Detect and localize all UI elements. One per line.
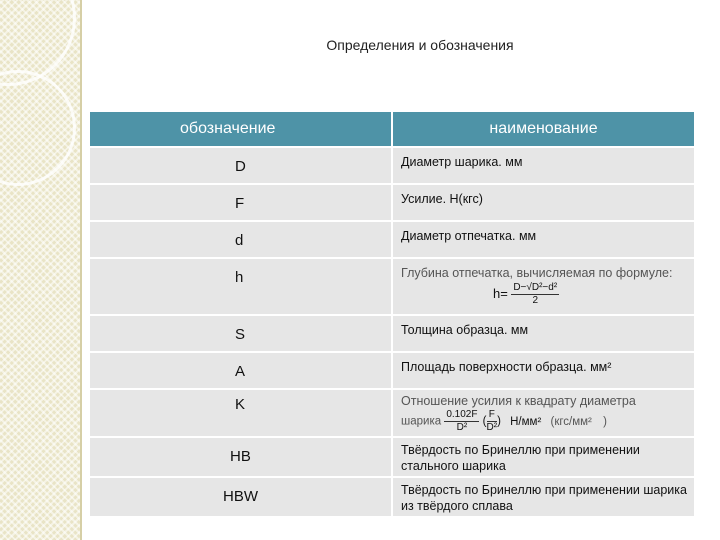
ratio-formula: шарика $\frac{0.102F}{\text{D²}}$ ( $\frac{F}{\text{D²}}$ ) Н/мм² (кгс/мм² ) xyxy=(401,409,607,433)
formula-inner-denominator: D² xyxy=(486,422,498,433)
description-cell: Твёрдость по Бринеллю при применении шарика из твёрдого сплава xyxy=(392,477,695,517)
symbol-cell: F xyxy=(89,184,392,221)
table-row xyxy=(89,184,695,221)
depth-formula xyxy=(401,282,694,307)
formula-denominator: D² xyxy=(456,422,468,433)
decorative-ring xyxy=(0,0,76,86)
description-cell: Площадь поверхности образца. мм² xyxy=(392,352,695,389)
header-symbol: обозначение xyxy=(89,111,392,147)
description-cell: Толщина образца. мм xyxy=(392,315,695,352)
formula-caption: Отношение усилия к квадрату диаметра xyxy=(401,394,636,408)
symbol-cell: A xyxy=(89,352,392,389)
symbol-cell: D xyxy=(89,147,392,184)
table-row xyxy=(89,258,695,315)
symbol-cell: HB xyxy=(89,437,392,477)
description-cell: Диаметр отпечатка. мм xyxy=(392,221,695,258)
symbol-cell: d xyxy=(89,221,392,258)
symbol-cell: S xyxy=(89,315,392,352)
description-cell: Усилие. Н(кгс) xyxy=(392,184,695,221)
formula-fraction xyxy=(511,282,559,307)
symbol-cell: HBW xyxy=(89,477,392,517)
formula-caption: Глубина отпечатка, вычисляемая по формуле: xyxy=(401,266,673,280)
page-title: Определения и обозначения xyxy=(326,37,514,53)
description-cell xyxy=(392,258,695,315)
formula-lhs: h= xyxy=(493,285,508,301)
table-header-row xyxy=(89,111,695,147)
definitions-table xyxy=(88,110,696,518)
symbol-cell: K xyxy=(89,389,392,437)
formula-close-paren: ) xyxy=(603,415,607,428)
strip-divider xyxy=(80,0,82,540)
symbol-cell: h xyxy=(89,258,392,315)
formula-inner-fraction xyxy=(487,409,498,434)
formula-prefix: шарика xyxy=(401,415,442,428)
table-row xyxy=(89,147,695,184)
description-cell xyxy=(392,389,695,437)
description-cell: Твёрдость по Бринеллю при применении стального шарика xyxy=(392,437,695,477)
formula-numerator: D−√D²−d² xyxy=(513,282,558,293)
formula-unit-kgf: (кгс/мм² xyxy=(550,415,592,428)
formula-fraction xyxy=(444,409,479,434)
table-row xyxy=(89,437,695,477)
table-row xyxy=(89,477,695,517)
formula-unit-newton: Н/мм² xyxy=(510,415,542,428)
header-name: наименование xyxy=(392,111,695,147)
decorative-side-strip xyxy=(0,0,80,540)
formula-inner-numerator: F xyxy=(487,409,498,422)
table-row xyxy=(89,315,695,352)
description-cell: Диаметр шарика. мм xyxy=(392,147,695,184)
table-row xyxy=(89,352,695,389)
table-row xyxy=(89,389,695,437)
table-row xyxy=(89,221,695,258)
formula-denominator: 2 xyxy=(532,295,539,306)
formula-numerator: 0.102F xyxy=(446,409,478,420)
decorative-ring xyxy=(0,70,76,186)
